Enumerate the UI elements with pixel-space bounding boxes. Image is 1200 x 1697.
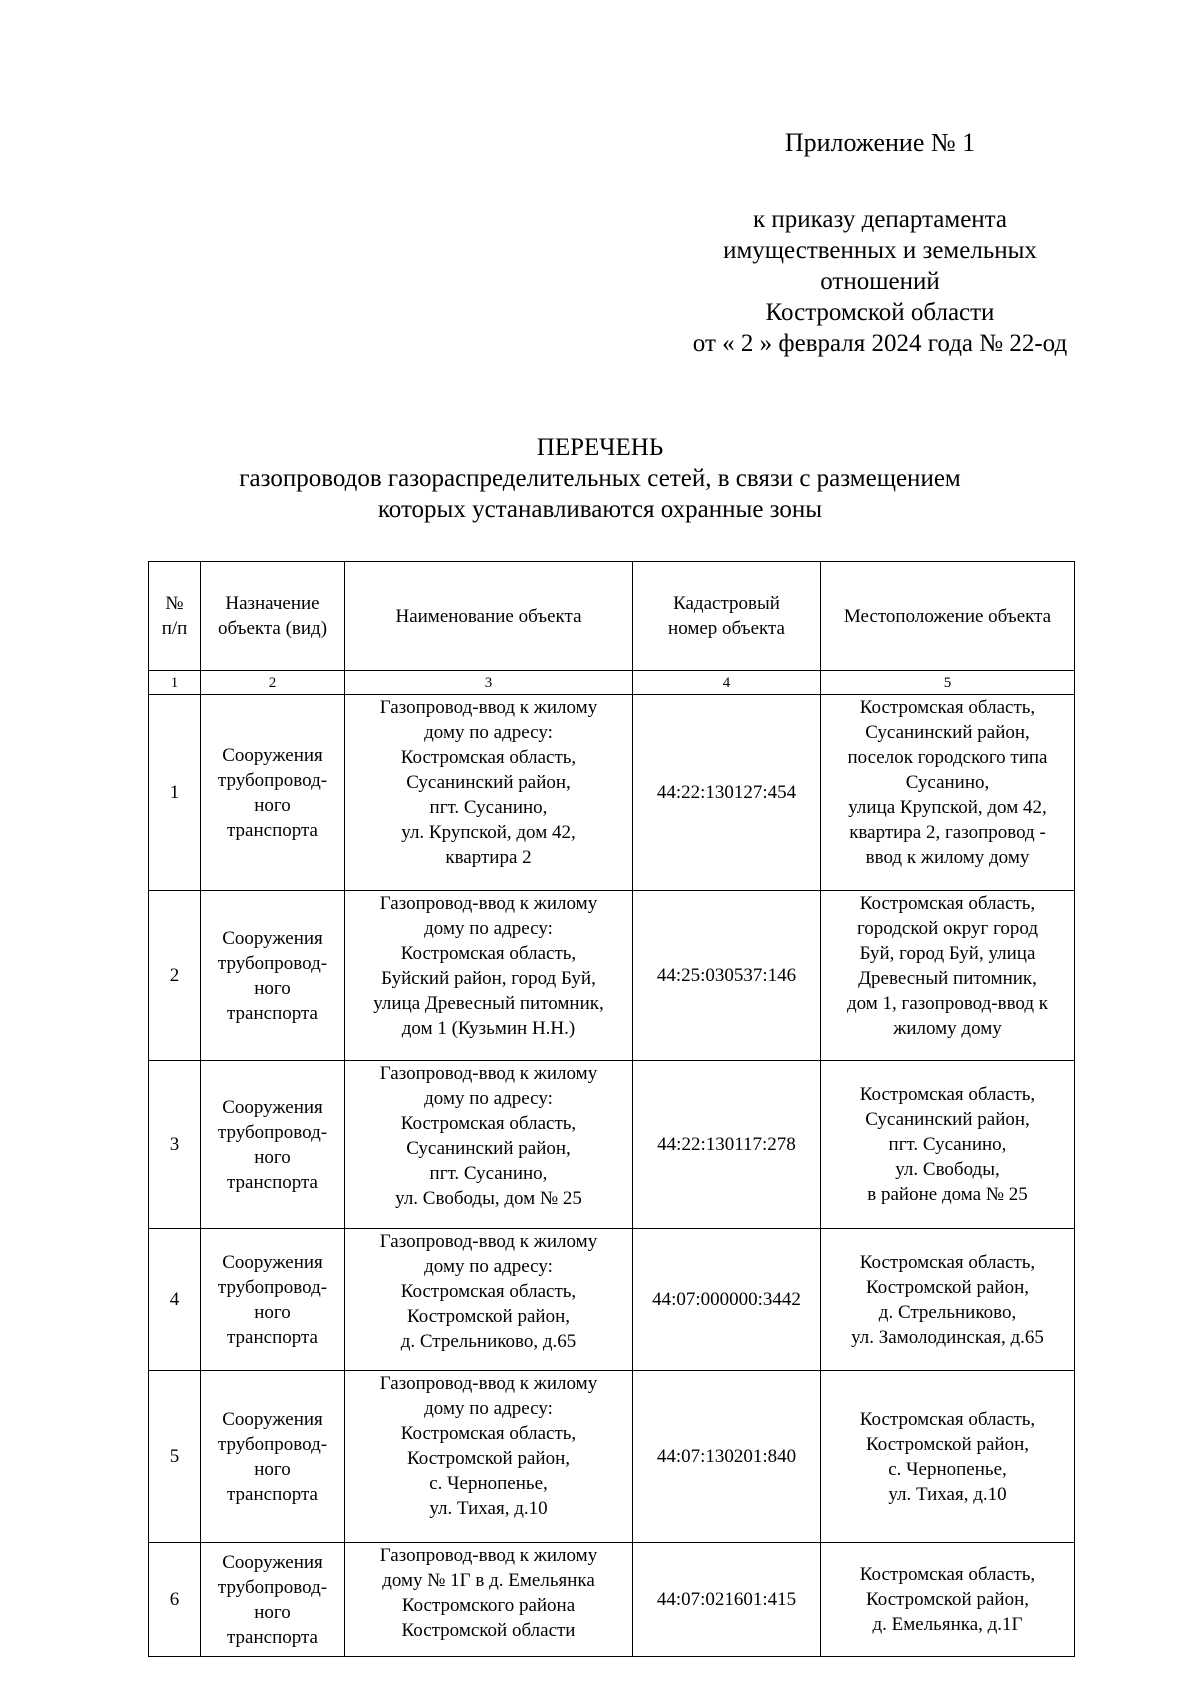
object-name-line: Сусанинский район, <box>406 772 571 793</box>
order-line: отношений <box>820 268 940 295</box>
cadastral-number: 44:25:030537:146 <box>633 891 821 1061</box>
object-location <box>821 695 1075 891</box>
document-subtitle-line: которых устанавливаются охранные зоны <box>377 496 823 523</box>
object-name-line: Сусанинский район, <box>406 1138 571 1159</box>
object-location-line: Костромская область, <box>859 1408 1036 1430</box>
object-purpose-line: Сооружения <box>222 744 323 766</box>
object-name-line: ул. Тихая, д.10 <box>429 1498 548 1519</box>
row-number: 1 <box>149 695 201 891</box>
object-location-line: пгт. Сусанино, <box>888 1134 1007 1155</box>
object-name-line: квартира 2 <box>445 847 532 868</box>
object-location-line: ул. Замолодинская, д.65 <box>851 1326 1044 1348</box>
object-purpose-line: транспорта <box>227 1626 318 1648</box>
object-name-line: пгт. Сусанино, <box>429 1163 548 1184</box>
object-purpose-line: транспорта <box>227 819 318 841</box>
row-number: 2 <box>149 891 201 1061</box>
object-name-line: Газопровод-ввод к жилому <box>379 1373 598 1394</box>
column-numbers-row <box>149 671 1075 695</box>
row-number: 6 <box>149 1543 201 1657</box>
object-name-line: пгт. Сусанино, <box>429 797 548 818</box>
order-reference <box>600 204 1160 359</box>
object-purpose-line: транспорта <box>227 1326 318 1348</box>
row-number: 5 <box>149 1371 201 1543</box>
header-purpose: Назначение объекта (вид) <box>201 562 345 671</box>
object-location-line: Сусанино, <box>905 772 990 793</box>
object-name-line: Костромская область, <box>400 943 577 964</box>
cadastral-number: 44:07:000000:3442 <box>633 1229 821 1371</box>
object-name-line: Костромская область, <box>400 1423 577 1444</box>
object-purpose-line: транспорта <box>227 1171 318 1193</box>
object-location-line: в районе дома № 25 <box>867 1184 1028 1205</box>
cadastral-number: 44:22:130127:454 <box>633 695 821 891</box>
order-line: к приказу департамента <box>752 206 1008 233</box>
column-number: 3 <box>345 671 633 695</box>
object-name-line: Костромской район, <box>407 1306 570 1327</box>
object-name <box>345 1229 633 1371</box>
object-name-line: дому по адресу: <box>424 1088 553 1109</box>
object-location-line: д. Стрельниково, <box>878 1301 1017 1323</box>
table-row <box>149 1371 1075 1543</box>
object-name-line: Буйский район, город Буй, <box>381 968 596 989</box>
object-name-line: дому по адресу: <box>424 918 553 939</box>
object-location-line: Буй, город Буй, улица <box>859 943 1036 964</box>
object-location-line: Древесный питомник, <box>858 968 1037 989</box>
document-heading <box>120 432 1080 525</box>
header-num: № п/п <box>149 562 201 671</box>
object-name-line: ул. Свободы, дом № 25 <box>395 1188 582 1209</box>
object-purpose-line: трубопровод- <box>217 769 328 791</box>
object-location-line: Сусанинский район, <box>865 1109 1030 1130</box>
table-body <box>149 695 1075 1657</box>
object-name-line: Газопровод-ввод к жилому <box>379 1063 598 1084</box>
object-name-line: Газопровод-ввод к жилому <box>379 697 598 718</box>
object-name-line: д. Стрельниково, д.65 <box>400 1331 577 1352</box>
column-number: 2 <box>201 671 345 695</box>
object-purpose-line: трубопровод- <box>217 1121 328 1143</box>
order-line: Костромской области <box>765 299 995 326</box>
object-purpose-line: трубопровод- <box>217 1433 328 1455</box>
object-purpose-line: трубопровод- <box>217 1276 328 1298</box>
object-name-line: с. Чернопенье, <box>429 1473 548 1494</box>
object-name-line: дому по адресу: <box>424 722 553 743</box>
object-location-line: Костромской район, <box>866 1433 1029 1455</box>
object-location-line: д. Емельянка, д.1Г <box>872 1614 1023 1635</box>
document-title: ПЕРЕЧЕНЬ <box>536 434 664 461</box>
object-purpose-line: Сооружения <box>222 1551 323 1573</box>
object-location <box>821 1371 1075 1543</box>
table-row <box>149 1229 1075 1371</box>
cadastral-number: 44:07:021601:415 <box>633 1543 821 1657</box>
object-purpose-line: ного <box>254 1458 291 1480</box>
object-location-line: Костромская область, <box>859 1564 1036 1585</box>
cadastral-number: 44:07:130201:840 <box>633 1371 821 1543</box>
object-location-line: городской округ город <box>856 918 1039 939</box>
object-location-line: ул. Свободы, <box>895 1159 1000 1180</box>
table-header-row <box>149 562 1075 671</box>
object-name <box>345 695 633 891</box>
object-purpose <box>201 891 345 1061</box>
object-location-line: Костромской район, <box>866 1589 1029 1610</box>
header-location: Местоположение объекта <box>821 562 1075 671</box>
object-name-line: дом 1 (Кузьмин Н.Н.) <box>401 1018 576 1039</box>
object-location-line: с. Чернопенье, <box>888 1458 1007 1480</box>
object-location-line: Костромская область, <box>859 893 1036 914</box>
object-purpose-line: ного <box>254 1301 291 1323</box>
object-purpose-line: транспорта <box>227 1002 318 1024</box>
object-purpose <box>201 1229 345 1371</box>
document-subtitle-line: газопроводов газораспределительных сетей, в связи с размещением <box>239 465 961 492</box>
table-row <box>149 695 1075 891</box>
object-purpose-line: Сооружения <box>222 1251 323 1273</box>
column-number: 4 <box>633 671 821 695</box>
object-name-line: улица Древесный питомник, <box>373 993 604 1014</box>
object-purpose <box>201 695 345 891</box>
header-cadastral: Кадастровый номер объекта <box>633 562 821 671</box>
object-location-line: улица Крупской, дом 42, <box>848 797 1047 818</box>
object-purpose-line: ного <box>254 794 291 816</box>
object-name-line: Газопровод-ввод к жилому <box>379 1231 598 1252</box>
pipelines-table <box>148 561 1075 1657</box>
object-purpose-line: трубопровод- <box>217 952 328 974</box>
row-number: 4 <box>149 1229 201 1371</box>
object-name-line: дому № 1Г в д. Емельянка <box>382 1570 595 1591</box>
object-location-line: поселок городского типа <box>847 747 1048 768</box>
object-location-line: дом 1, газопровод-ввод к <box>846 993 1049 1014</box>
object-location-line: ул. Тихая, д.10 <box>888 1483 1007 1505</box>
object-purpose-line: Сооружения <box>222 1096 323 1118</box>
object-purpose-line: ного <box>254 977 291 999</box>
appendix-number: Приложение № 1 <box>784 128 976 157</box>
order-line: имущественных и земельных <box>723 237 1037 264</box>
object-purpose-line: Сооружения <box>222 927 323 949</box>
column-number: 1 <box>149 671 201 695</box>
object-name-line: Костромской район, <box>407 1448 570 1469</box>
header-name: Наименование объекта <box>345 562 633 671</box>
object-location-line: квартира 2, газопровод - <box>849 822 1046 843</box>
object-name-line: дому по адресу: <box>424 1256 553 1277</box>
object-purpose <box>201 1543 345 1657</box>
table-row <box>149 891 1075 1061</box>
cadastral-number: 44:22:130117:278 <box>633 1061 821 1229</box>
object-name-line: Газопровод-ввод к жилому <box>379 1545 598 1566</box>
table-row <box>149 1543 1075 1657</box>
object-location-line: Сусанинский район, <box>865 722 1030 743</box>
order-date-line: от « 2 » февраля 2024 года № 22-од <box>692 330 1068 357</box>
object-name <box>345 1371 633 1543</box>
object-purpose <box>201 1371 345 1543</box>
object-location-line: Костромской район, <box>866 1276 1029 1298</box>
object-location-line: Костромская область, <box>859 1084 1036 1105</box>
object-name <box>345 891 633 1061</box>
object-purpose-line: трубопровод- <box>217 1576 328 1598</box>
object-location-line: Костромская область, <box>859 1251 1036 1273</box>
object-name-line: Костромская область, <box>400 1113 577 1134</box>
column-number: 5 <box>821 671 1075 695</box>
object-purpose-line: ного <box>254 1601 291 1623</box>
object-purpose <box>201 1061 345 1229</box>
object-purpose-line: Сооружения <box>222 1408 323 1430</box>
object-purpose-line: транспорта <box>227 1483 318 1505</box>
table-row <box>149 1061 1075 1229</box>
object-location <box>821 891 1075 1061</box>
object-name-line: Газопровод-ввод к жилому <box>379 893 598 914</box>
object-location <box>821 1061 1075 1229</box>
object-name-line: Костромской области <box>401 1620 576 1641</box>
object-name-line: ул. Крупской, дом 42, <box>401 822 576 843</box>
object-name <box>345 1061 633 1229</box>
object-name <box>345 1543 633 1657</box>
object-location-line: ввод к жилому дому <box>865 847 1030 868</box>
object-location-line: Костромская область, <box>859 697 1036 718</box>
object-name-line: Костромская область, <box>400 1281 577 1302</box>
object-name-line: Костромского района <box>401 1595 576 1616</box>
object-location <box>821 1229 1075 1371</box>
row-number: 3 <box>149 1061 201 1229</box>
object-purpose-line: ного <box>254 1146 291 1168</box>
object-location <box>821 1543 1075 1657</box>
object-name-line: Костромская область, <box>400 747 577 768</box>
object-name-line: дому по адресу: <box>424 1398 553 1419</box>
object-location-line: жилому дому <box>893 1018 1002 1039</box>
